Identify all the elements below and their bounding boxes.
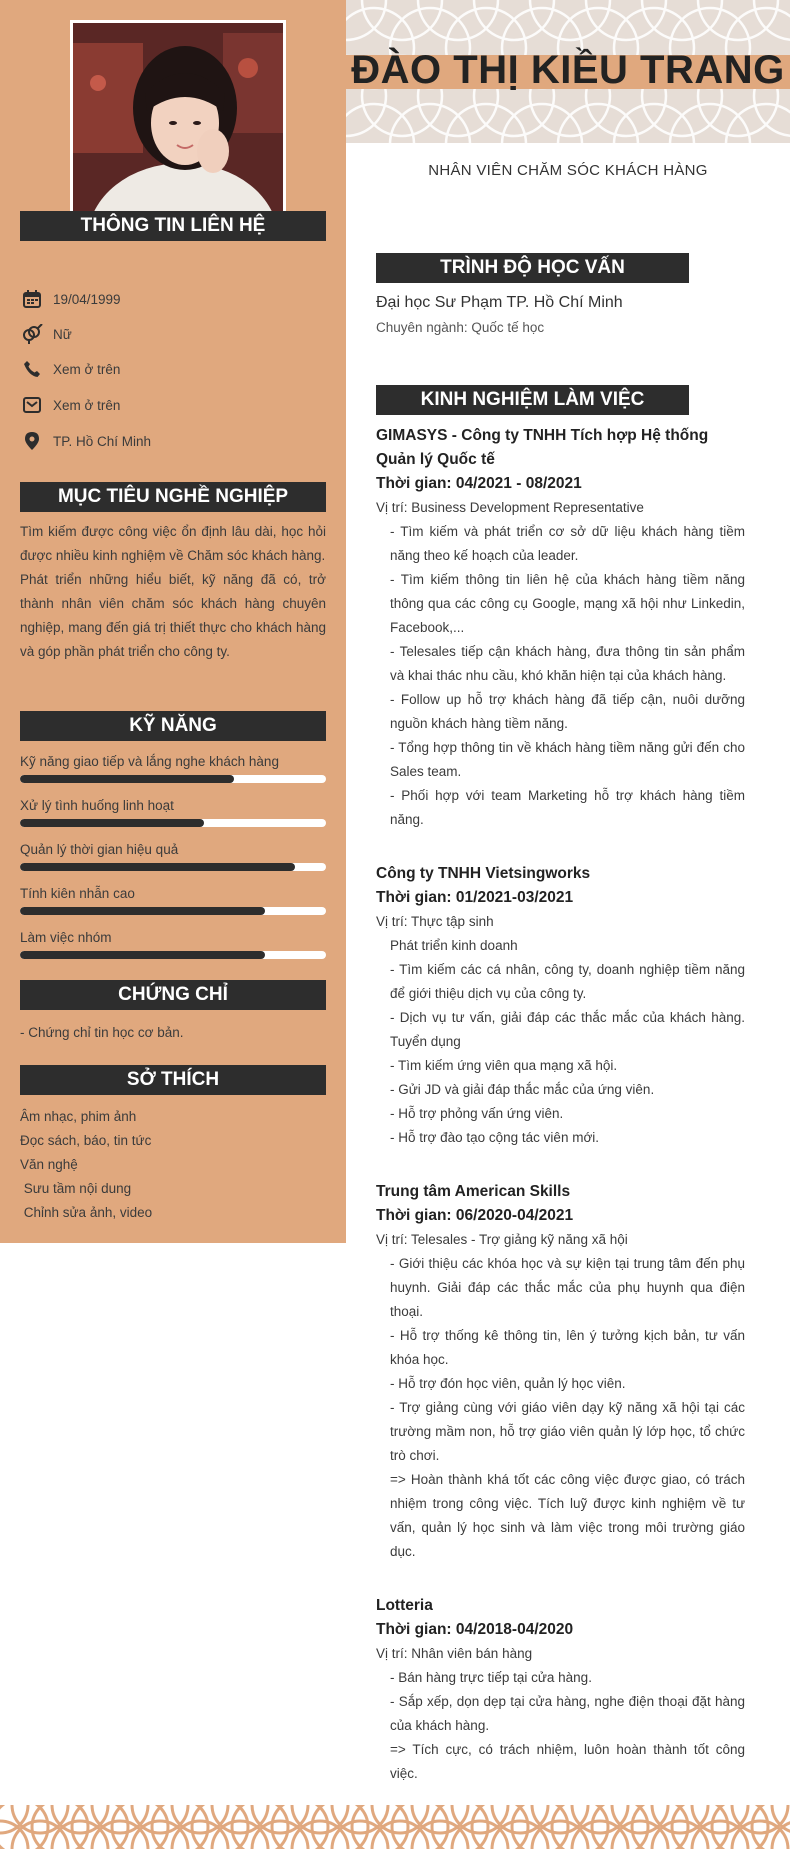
job-duties [376,1666,745,1786]
job-duty: - Tìm kiếm các cá nhân, công ty, doanh nghiệp tiềm năng để giới thiệu dịch vụ của công ty. [390,962,745,1001]
skills-heading: KỸ NĂNG [20,711,326,741]
job-entry [376,1180,745,1564]
job-period: Thời gian: 04/2018-04/2020 [376,1621,574,1638]
skill-bar [20,863,326,871]
phone-icon [20,359,44,379]
contact-phone-text: Xem ở trên [53,361,121,377]
job-period: Thời gian: 01/2021-03/2021 [376,889,574,906]
hobby-item: Sưu tầm nội dung [20,1181,132,1196]
skill-bar [20,951,326,959]
job-company: Trung tâm American Skills [376,1183,571,1200]
certificate-item: - Chứng chỉ tin học cơ bản. [20,1025,184,1040]
contact-gender-text: Nữ [53,326,72,342]
skill-bar-fill [20,819,204,827]
contact-location-text: TP. Hồ Chí Minh [53,433,152,449]
job-duty: - Tìm kiếm thông tin liên hệ của khách hàng tiềm năng thông qua các công cụ Google, mạng xã hội như Linkedin, Facebook,... [390,572,745,635]
email-icon [20,395,44,415]
profile-photo [70,20,286,236]
job-duty: - Gửi JD và giải đáp thắc mắc của ứng viên. [390,1082,655,1097]
job-duty: - Tìm kiếm và phát triển cơ sở dữ liệu khách hàng tiềm năng theo kế hoạch của leader. [390,524,745,563]
job-company: GIMASYS - Công ty TNHH Tích hợp Hệ thống Quản lý Quốc tế [376,427,709,468]
job-duty: - Hỗ trợ đón học viên, quản lý học viên. [390,1376,626,1391]
skill-label: Quản lý thời gian hiệu quả [20,842,179,857]
job-duties [376,934,745,1150]
hobby-item: Đọc sách, báo, tin tức [20,1133,152,1148]
job-duty: - Giới thiệu các khóa học và sự kiện tại trung tâm đến phụ huynh. Giải đáp các thắc mắc của phụ huynh qua điện thoại. [390,1256,745,1319]
job-duty: - Tìm kiếm ứng viên qua mạng xã hội. [390,1058,618,1073]
skill-label: Làm việc nhóm [20,930,112,945]
education-heading: TRÌNH ĐỘ HỌC VẤN [376,253,689,283]
footer-pattern [0,1805,790,1849]
job-duty: Phát triển kinh doanh [390,938,518,953]
hobby-item: Văn nghệ [20,1157,78,1172]
job-position: Vị trí: Telesales - Trợ giảng kỹ năng xã hội [376,1232,628,1247]
certificates-heading: CHỨNG CHỈ [20,980,326,1010]
job-duty: - Hỗ trợ phỏng vấn ứng viên. [390,1106,564,1121]
job-duty: - Hỗ trợ thống kê thông tin, lên ý tưởng kịch bản, tư vấn khóa học. [390,1328,745,1367]
job-entry [376,862,745,1150]
job-duty: - Hỗ trợ đào tạo cộng tác viên mới. [390,1130,600,1145]
skill-bar [20,775,326,783]
job-duty: => Tích cực, có trách nhiệm, luôn hoàn thành tốt công việc. [390,1742,745,1781]
candidate-name: ĐÀO THỊ KIỀU TRANG [351,48,785,92]
hobbies-heading: SỞ THÍCH [20,1065,326,1095]
objective-text: Tìm kiếm được công việc ổn định lâu dài, học hỏi được nhiều kinh nghiệm về Chăm sóc khách hàng. Phát triển những hiểu biết, kỹ năng đã có, trở thành nhân viên chăm sóc khách hàng chuyên nghiệp, mang đến giá trị thiết thực cho khách hàng và góp phần phát triển cho công ty. [20,524,326,659]
job-duty: - Trợ giảng cùng với giáo viên dạy kỹ năng xã hội tại các trường mầm non, hỗ trợ giáo viên quản lý lớp học, tổ chức trò chơi. [390,1400,745,1463]
job-duty: => Hoàn thành khá tốt các công việc được giao, có trách nhiệm trong công việc. Tích luỹ được kinh nghiệm về tư vấn, quản lý học sinh và làm việc trong môi trường giáo dục. [390,1472,745,1559]
job-company: Công ty TNHH Vietsingworks [376,865,591,882]
skill-bar-fill [20,907,265,915]
education-major: Chuyên ngành: Quốc tế học [376,320,545,335]
contact-birthday [20,288,121,310]
job-position: Vị trí: Thực tập sinh [376,914,494,929]
job-duty: - Bán hàng trực tiếp tại cửa hàng. [390,1670,592,1685]
skill-bar-fill [20,951,265,959]
location-icon [20,431,44,451]
contact-phone [20,358,120,380]
job-period: Thời gian: 06/2020-04/2021 [376,1207,574,1224]
job-duty: - Tổng hợp thông tin về khách hàng tiềm năng gửi đến cho Sales team. [390,740,745,779]
job-duty: - Telesales tiếp cận khách hàng, đưa thông tin sản phẩm và khai thác nhu cầu, khó khăn hiện tại của khách hàng. [390,644,745,683]
gender-icon [20,324,44,344]
job-title: NHÂN VIÊN CHĂM SÓC KHÁCH HÀNG [428,162,708,179]
job-duties [376,520,745,832]
contact-birthday-text: 19/04/1999 [53,291,121,307]
footer-circle-pattern [0,1805,790,1849]
skill-bar [20,819,326,827]
job-duty: - Sắp xếp, dọn dẹp tại cửa hàng, nghe điện thoại đặt hàng của khách hàng. [390,1694,745,1733]
portrait-image [73,23,283,233]
contact-heading: THÔNG TIN LIÊN HỆ [20,211,326,241]
contact-email-text: Xem ở trên [53,397,121,413]
job-duty: - Follow up hỗ trợ khách hàng đã tiếp cận, nuôi dưỡng nguồn khách hàng tiềm năng. [390,692,745,731]
job-duty: - Dịch vụ tư vấn, giải đáp các thắc mắc của khách hàng. Tuyển dụng [390,1010,745,1049]
job-position: Vị trí: Nhân viên bán hàng [376,1646,533,1661]
skill-label: Xử lý tình huống linh hoạt [20,798,174,813]
objective-heading: MỤC TIÊU NGHỀ NGHIỆP [20,482,326,512]
education-school: Đại học Sư Phạm TP. Hồ Chí Minh [376,294,623,311]
skill-bar-fill [20,863,295,871]
job-entry [376,1594,745,1786]
contact-location [20,430,151,452]
experience-heading: KINH NGHIỆM LÀM VIỆC [376,385,689,415]
job-entry [376,424,745,832]
skill-label: Kỹ năng giao tiếp và lắng nghe khách hàng [20,754,279,769]
hobby-item: Chỉnh sửa ảnh, video [20,1205,153,1220]
skill-bar-fill [20,775,234,783]
skill-label: Tính kiên nhẫn cao [20,886,135,901]
job-duty: - Phối hợp với team Marketing hỗ trợ khách hàng tiềm năng. [390,788,745,827]
contact-gender [20,323,72,345]
job-position: Vị trí: Business Development Representative [376,500,644,515]
job-duties [376,1252,745,1564]
job-company: Lotteria [376,1597,433,1614]
calendar-icon [20,289,44,309]
contact-email [20,394,120,416]
job-period: Thời gian: 04/2021 - 08/2021 [376,475,582,492]
hobby-item: Âm nhạc, phim ảnh [20,1109,137,1124]
skill-bar [20,907,326,915]
